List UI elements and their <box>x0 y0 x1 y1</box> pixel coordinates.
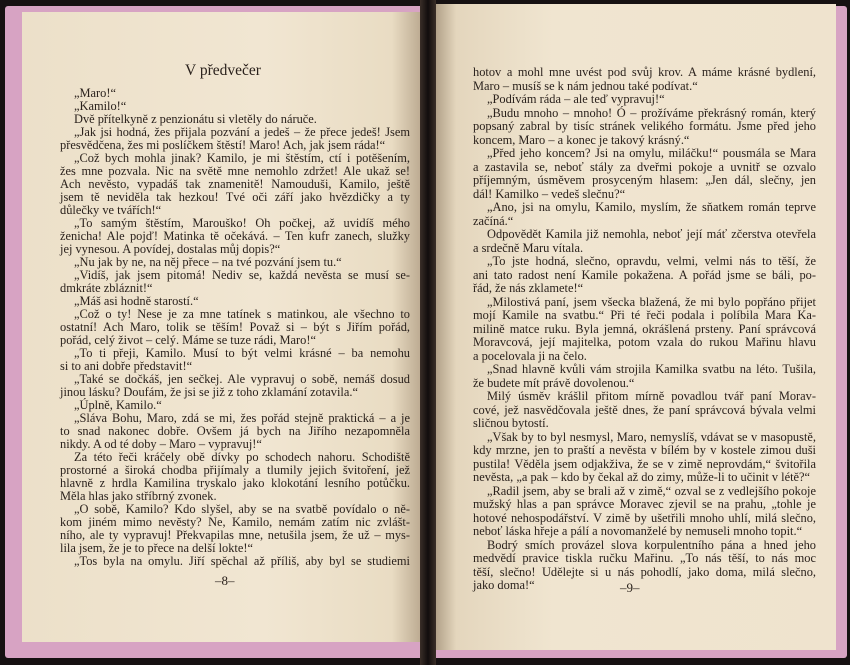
text-line: řád, že nás zklamete!“ <box>473 281 584 295</box>
text-line: medvědí pravice tiskla ručku Mařinu. „To nás těší, to nás moc <box>473 551 816 565</box>
left-page-text <box>60 87 410 568</box>
text-line: popsaný zabral by tisíc stránek velikého formátu. Jsme před jeho <box>473 119 816 133</box>
text-line: jinou lásku? Doufám, že jsi se již z toho zklamání zotavila.“ <box>60 385 358 399</box>
chapter-title: V předvečer <box>185 62 261 79</box>
text-line: hotov a mohl mne uvést pod svůj krov. A máme krásné bydlení, <box>473 65 816 79</box>
paragraph <box>473 93 816 107</box>
paragraph <box>60 217 410 256</box>
paragraph <box>60 555 410 568</box>
text-line: sličnou bytostí. <box>473 416 549 430</box>
text-line: jsem tě neviděla tak hezkou! Tvé oči září jako hvězdičky a ty <box>60 190 410 204</box>
text-line: „To jste hodná, slečno, opravdu, velmi, velmi nás to těší, že <box>487 254 816 268</box>
text-line: „Nu jak by ne, na něj přece – na tvé pozvání jsem tu.“ <box>74 255 342 269</box>
paragraph <box>473 363 816 390</box>
text-line: a pocelovala ji na čelo. <box>473 348 587 363</box>
paragraph <box>60 308 410 347</box>
text-line: „To samým štěstím, Marouško! Oh počkej, až uvidíš mého <box>74 216 410 230</box>
left-page <box>22 12 424 642</box>
paragraph <box>473 147 816 201</box>
text-line: Maro – musíš se k nám jednou také podívat.“ <box>473 78 698 93</box>
text-line: dál! Kamilko – vedeš slečnu?“ <box>473 186 626 201</box>
text-line: milině matce ruku. Byla jemná, okrášlená prsteny. Paní správcová <box>473 321 816 336</box>
right-page <box>432 4 836 650</box>
text-line: hotové nehospodářství. V zimě by ušetřili mnoho uhlí, milá slečno, <box>473 510 816 525</box>
text-line: důlečky ve tvářích!“ <box>60 203 162 217</box>
text-line: si to ani dobře představit!“ <box>60 359 193 373</box>
paragraph <box>60 503 410 555</box>
text-line: „Podívám ráda – ale teď vypravuj!“ <box>487 92 665 106</box>
paragraph <box>473 201 816 228</box>
text-line: kdy mrzne, jen to praští a nevěsta v bílém by v kostele zimou duši <box>473 443 816 457</box>
text-line: Milý úsměv krášlil přitom mírně povadlou tvář paní Morav- <box>487 389 816 403</box>
text-line: a zastavila se, neboť stály za dveřmi pokoje a uvnitř se ozvalo <box>473 159 816 174</box>
text-line: „Milostivá paní, jsem všecka blažená, že mi bylo popřáno přijet <box>487 294 816 309</box>
paragraph <box>473 66 816 93</box>
text-line: pořád, celý život – celý. Máme se tuze rádi, Maro!“ <box>60 333 316 347</box>
text-line: „Kamilo!“ <box>74 99 127 113</box>
paragraph <box>473 228 816 255</box>
text-line: „O sobě, Kamilo? Kdo slyšel, aby se na svatbě povídalo o ně- <box>74 502 410 516</box>
paragraph <box>60 269 410 295</box>
text-line: nikdy. A od té doby – Maro – vypravuj!“ <box>60 437 262 451</box>
text-line: to snad nakonec dobře. Ovšem já bych na Jiřího nezapomněla <box>60 424 410 438</box>
text-line: Odpovědět Kamila již nemohla, neboť její máť zčerstva otevřela <box>487 227 816 241</box>
text-line: „Radil jsem, aby se brali až v zimě,“ ozval se z vedlejšího pokoje <box>487 483 816 498</box>
text-line: ani tato radost není Kamile pokažena. A pořád jsme se báli, po- <box>473 267 816 282</box>
paragraph <box>473 539 816 593</box>
text-line: ního, ale ty vypravuj! Překvapilas mne, netušila jsem, že už – mys- <box>60 528 410 542</box>
text-line: lila jsem, že je to přece na delší lokte!“ <box>60 541 254 555</box>
paragraph <box>60 152 410 217</box>
text-line: příjemným, úsměvem prosyceným hlasem: „Jen dál, slečny, jen <box>473 173 816 187</box>
text-line: mužský hlas a pan správce Moravec zjevil se na prahu, „tohle je <box>473 497 816 511</box>
text-line: nevěsta, „a pak – kdo by čekal až do zimy, může-li to učinit v létě?“ <box>473 470 811 484</box>
text-line: kom jiném mimo nevěsty? Ne, Kamilo, nemám zatím nic zvlášt- <box>60 515 410 529</box>
text-line: že budete mít právě dovolenou.“ <box>473 375 635 390</box>
text-line: „Maro!“ <box>74 86 116 100</box>
text-line: koncem, Maro – a konec je takový krásný.“ <box>473 132 690 147</box>
text-line: Za této řeči kráčely obě dívky po schodech nahoru. Schodiště <box>74 450 410 464</box>
text-line: Měla hlas jako stříbrný zvonek. <box>60 489 217 503</box>
text-line: „Sláva Bohu, Maro, zdá se mi, žes pořád stejně praktická – a je <box>74 411 410 425</box>
text-line: „Také se dočkáš, jen sečkej. Ale vypravuj o sobě, nemáš dosud <box>74 372 410 386</box>
text-line: ostatní! Ach Maro, tolik se těším! Považ si – být s Jiřím pořád, <box>60 320 410 334</box>
right-page-text <box>473 66 816 593</box>
text-line: neboť láska hřeje a pálí a novomanželé by nemuseli mnoho topit.“ <box>473 524 803 538</box>
text-line: pustila! Věděla jsem odjakživa, že se v zimě neprovdám,“ švitořila <box>473 456 816 471</box>
text-line: prostorné a široká chodba přijímaly a tlumily jejich švitoření, jež <box>60 463 410 477</box>
paragraph <box>473 431 816 485</box>
text-line: žes mne pozvala. Nic na světě mne nemohlo zdržet! Ale ukaž se! <box>60 164 410 178</box>
text-line: Bodrý smích provázel slova korpulentního pána a hned jeho <box>487 537 816 552</box>
text-line: „Což bych mohla jinak? Kamilo, je mi štěstím, ctí i potěšením, <box>74 151 410 165</box>
text-line: hlavně z hrdla Kamilina tryskalo jako klokotání lesního potůčku. <box>60 476 410 490</box>
paragraph <box>60 373 410 399</box>
text-line: těší, slečno! Udělejte si u nás pohodlí, jako doma, milá slečno, <box>473 564 816 579</box>
text-line: „Ano, jsi na omylu, Kamilo, myslím, že sňatkem román teprve <box>487 200 816 214</box>
text-line: přesvědčena, žes mi poslíčkem štěstí! Maro! Ach, jak jsem ráda!“ <box>60 138 386 152</box>
text-line: „Snad hlavně kvůli vám strojila Kamilka svatbu na léto. Tušila, <box>487 362 816 376</box>
page-number-left: –8– <box>215 573 235 588</box>
paragraph <box>473 485 816 539</box>
text-line: dmkráte zbláznit!“ <box>60 281 153 295</box>
paragraph <box>60 451 410 503</box>
text-line: „Úplně, Kamilo.“ <box>74 398 162 412</box>
text-line: „Před jeho koncem? Jsi na omylu, miláčku!“ pousmála se Mara <box>487 146 816 160</box>
text-line: „Což o ty! Nese je za mne tatínek s matinkou, ale všechno to <box>74 307 410 321</box>
text-line: „Jak jsi hodná, žes přijala pozvání a jedeš – že přece jedeš! Jsem <box>74 125 410 139</box>
paragraph <box>473 296 816 364</box>
text-line: jako doma!“ <box>473 578 535 592</box>
text-line: „Vidíš, jak jsem pitomá! Nediv se, každá nevěsta se musí se- <box>74 268 410 282</box>
text-line: cové, jež nasvědčovala ještě dnes, že paní správcová bývala velmi <box>473 402 816 417</box>
text-line: Dvě přítelkyně z penzionátu si vletěly do náruče. <box>74 112 317 126</box>
paragraph <box>473 107 816 148</box>
book-gutter <box>420 0 436 665</box>
paragraph <box>60 126 410 152</box>
paragraph <box>473 390 816 431</box>
text-line: „Však by to byl nesmysl, Maro, nemyslíš, vdávat se v masopustě, <box>487 429 816 444</box>
text-line: mojí Kamile na svatbu.“ Při té řeči podala i políbila Mara Ka- <box>473 308 816 322</box>
text-line: začíná.“ <box>473 213 514 228</box>
text-line: Moravcová, její majitelka, potom vzala do rukou Mařinu hlavu <box>473 335 816 349</box>
text-line: „To ti přeji, Kamilo. Musí to být velmi krásné – ba nemohu <box>74 346 410 360</box>
paragraph <box>60 347 410 373</box>
text-line: jej vynesou. A povídej, dostalas můj dopis?“ <box>60 242 281 256</box>
text-line: „Máš asi hodně starostí.“ <box>74 294 199 308</box>
text-line: ženicha! Ale pojď! Matinka tě očekává. – Ten kufr zanech, služky <box>60 229 410 243</box>
text-line: „Tos byla na omylu. Jiří spěchal až příliš, aby byl se studiemi <box>74 554 410 568</box>
paragraph <box>473 255 816 296</box>
text-line: „Budu mnoho – mnoho! Ó – prožíváme překrásný román, který <box>487 105 816 120</box>
paragraph <box>60 412 410 451</box>
text-line: Ach nevěsto, vypadáš tak znamenitě! Namouduši, Kamilo, ještě <box>60 177 410 191</box>
page-number-right: –9– <box>620 580 640 595</box>
text-line: a srdečně Maru vítala. <box>473 240 584 255</box>
